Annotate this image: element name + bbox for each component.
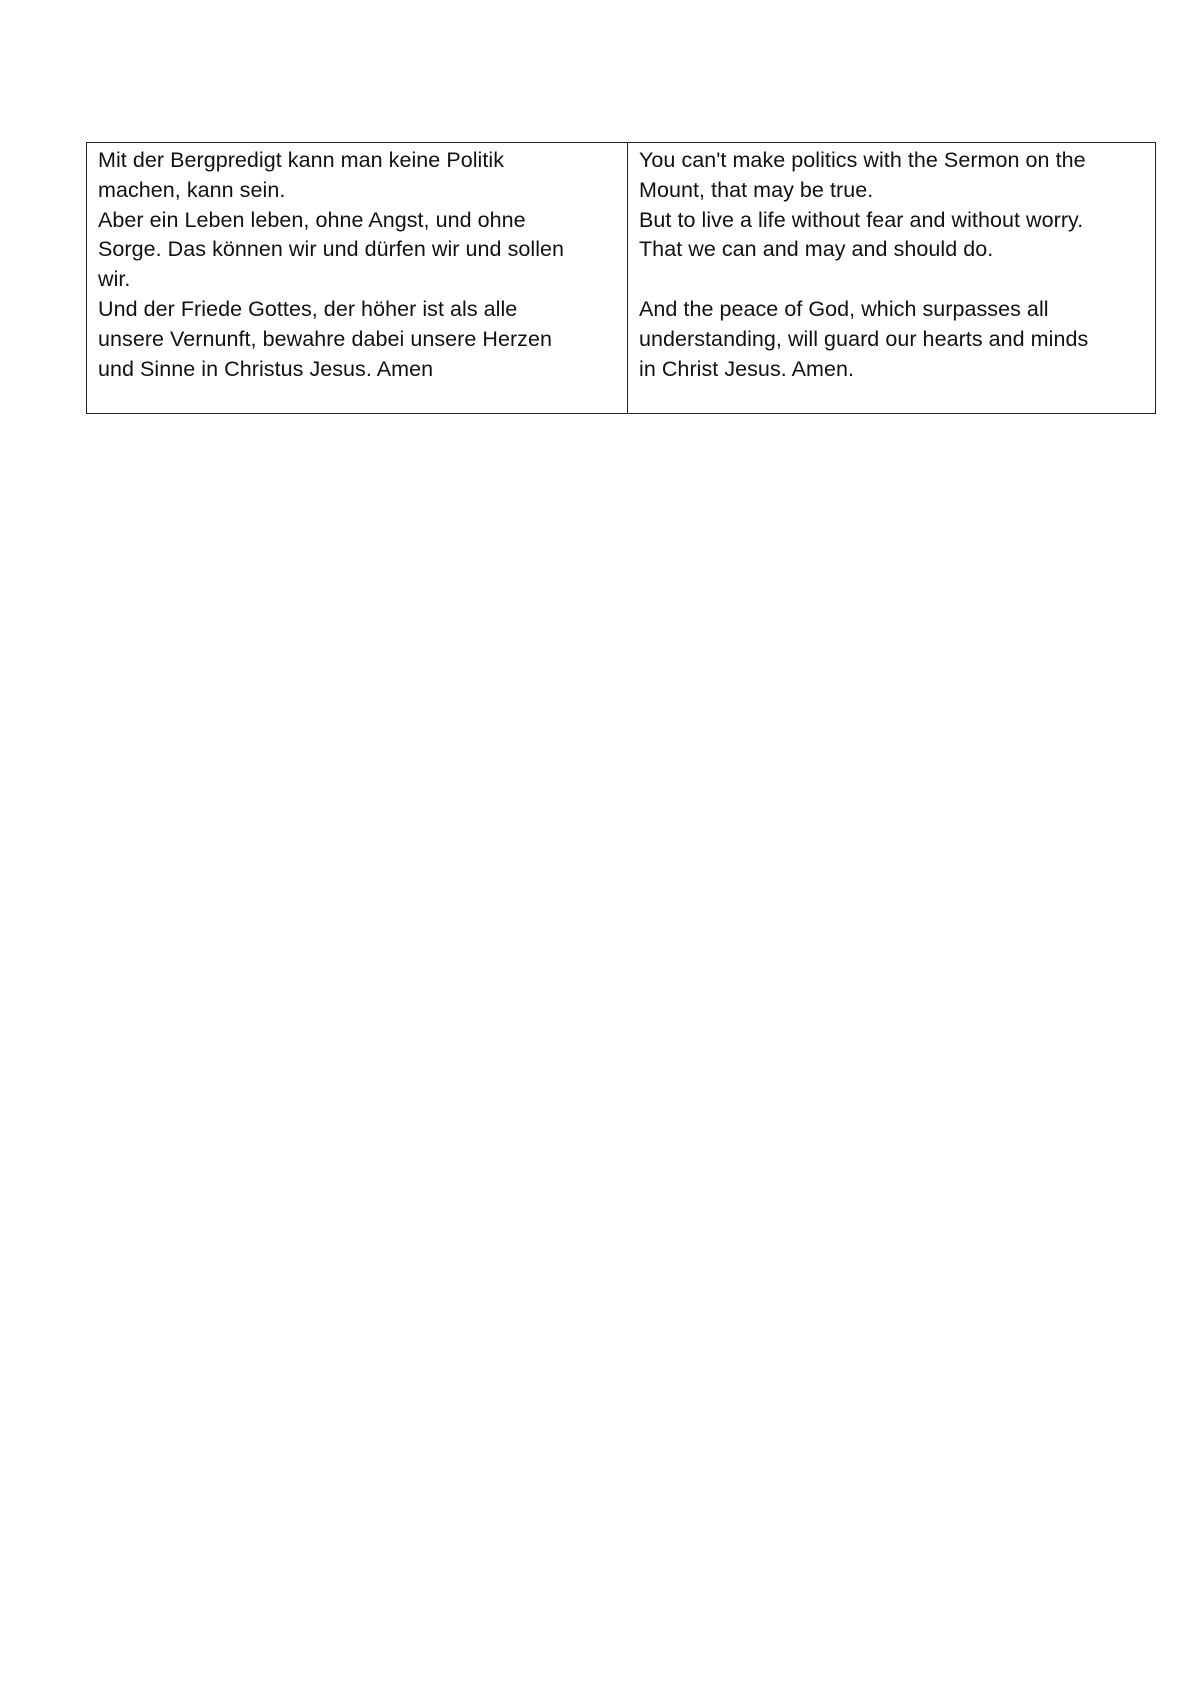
german-paragraph: [98, 146, 617, 384]
german-line: Aber ein Leben leben, ohne Angst, und ohne: [98, 207, 526, 232]
german-line: unsere Vernunft, bewahre dabei unsere Herzen: [98, 326, 552, 351]
table-row: [87, 143, 1156, 414]
german-line: wir.: [98, 267, 131, 292]
english-line: That we can and may and should do.: [639, 237, 994, 262]
english-line: in Christ Jesus. Amen.: [639, 356, 854, 381]
paragraph-spacer: [639, 265, 1145, 295]
bilingual-sermon-table: [86, 142, 1156, 414]
english-line: Mount, that may be true.: [639, 177, 874, 202]
german-text-cell: [87, 143, 628, 414]
english-paragraph: [639, 146, 1145, 384]
english-text-cell: [628, 143, 1156, 414]
english-line: And the peace of God, which surpasses all: [639, 296, 1049, 321]
english-line: But to live a life without fear and without worry.: [639, 207, 1084, 232]
german-line: Und der Friede Gottes, der höher ist als alle: [98, 296, 518, 321]
german-line: machen, kann sein.: [98, 177, 286, 202]
german-line: Sorge. Das können wir und dürfen wir und sollen: [98, 237, 565, 262]
german-line: und Sinne in Christus Jesus. Amen: [98, 356, 434, 381]
english-line: You can't make politics with the Sermon on the: [639, 148, 1086, 172]
english-line: understanding, will guard our hearts and minds: [639, 326, 1089, 351]
german-line: Mit der Bergpredigt kann man keine Politik: [98, 148, 505, 172]
